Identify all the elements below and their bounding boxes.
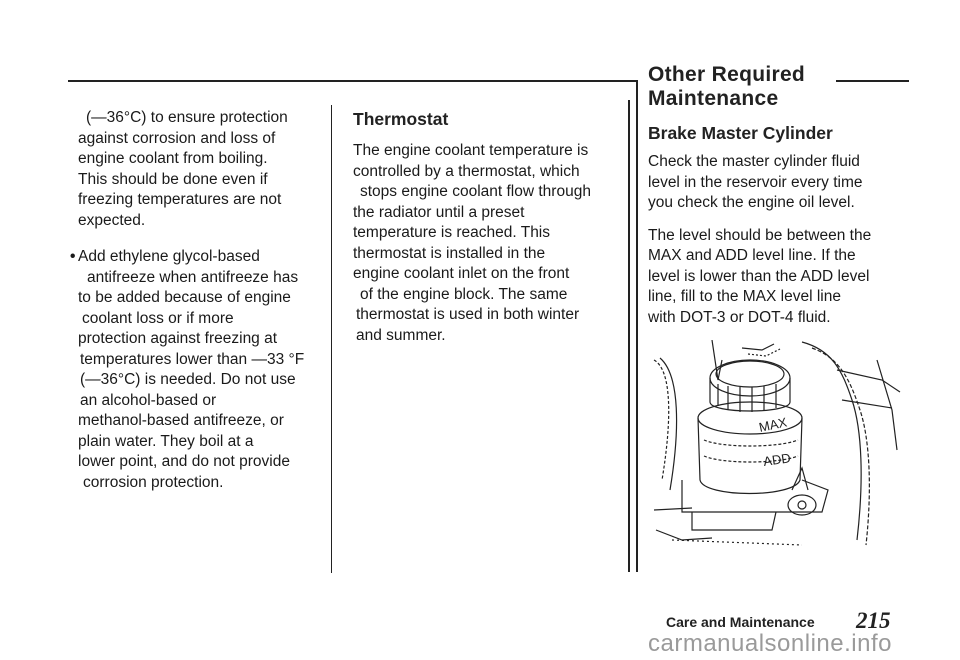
text-line: protection against freezing at (78, 330, 278, 347)
text-line: coolant loss or if more (82, 309, 234, 327)
bullet-glyph: • (70, 248, 76, 265)
column-divider-right-b (636, 80, 638, 572)
text-line: an alcohol-based or (80, 391, 217, 409)
text-line: MAX and ADD level line. If the (648, 247, 856, 264)
text-line: engine coolant from boiling. (78, 150, 268, 167)
section-title-line-2: Maintenance (648, 87, 779, 110)
text-line: with DOT-3 or DOT-4 fluid. (648, 308, 831, 326)
page-number: 215 (856, 608, 891, 633)
brake-reservoir-illustration (652, 340, 902, 555)
text-line: thermostat is installed in the (353, 244, 546, 262)
text-line: This should be done even if (78, 170, 268, 188)
text-line: methanol-based antifreeze, or (78, 412, 284, 429)
coolant-protection-paragraph (78, 108, 328, 231)
text-line: and summer. (356, 326, 446, 344)
text-line: thermostat is used in both winter (356, 306, 580, 323)
footer-section-label: Care and Maintenance (666, 614, 815, 630)
text-line: you check the engine oil level. (648, 194, 855, 211)
header-rule-left (68, 80, 637, 82)
text-line: freezing temperatures are not (78, 191, 282, 208)
header-rule-right (836, 80, 909, 82)
text-line: temperature is reached. This (353, 224, 551, 241)
text-line: temperatures lower than —33 °F (80, 350, 305, 368)
text-line: lower point, and do not provide (78, 453, 290, 470)
section-title-line-1: Other Required (648, 63, 806, 86)
check-fluid-paragraph (648, 152, 910, 214)
column-divider-right-a (628, 100, 630, 572)
text-line: The engine coolant temperature is (353, 142, 589, 159)
text-line: line, fill to the MAX level line (648, 288, 841, 305)
fluid-level-paragraph (648, 226, 910, 329)
text-line: against corrosion and loss of (78, 129, 276, 147)
text-line: stops engine coolant flow through (360, 183, 591, 200)
add-level-label: ADD (762, 450, 792, 469)
text-line: level is lower than the ADD level (648, 267, 870, 285)
middle-column (353, 108, 615, 346)
text-line: controlled by a thermostat, which (353, 162, 580, 180)
brake-master-cylinder-heading: Brake Master Cylinder (648, 123, 833, 143)
text-line: to be added because of engine (78, 289, 291, 306)
thermostat-paragraph (353, 141, 615, 346)
thermostat-heading: Thermostat (353, 109, 449, 129)
text-line: corrosion protection. (83, 473, 224, 491)
text-line: of the engine block. The same (360, 285, 568, 303)
column-divider-left (331, 105, 332, 573)
watermark: carmanualsonline.info (648, 630, 892, 657)
text-line: Add ethylene glycol-based (78, 248, 260, 265)
text-line: the radiator until a preset (353, 203, 525, 221)
text-line: Check the master cylinder fluid (648, 153, 860, 170)
section-title (648, 63, 805, 111)
antifreeze-bullet (70, 247, 328, 493)
text-line: engine coolant inlet on the front (353, 265, 570, 282)
right-column (648, 122, 910, 328)
text-line: antifreeze when antifreeze has (87, 268, 299, 286)
text-line: level in the reservoir every time (648, 173, 863, 191)
text-line: expected. (78, 211, 146, 229)
text-line: (—36°C) is needed. Do not use (80, 371, 296, 388)
text-line: plain water. They boil at a (78, 432, 254, 450)
text-line: (—36°C) to ensure protection (86, 109, 288, 126)
text-line: The level should be between the (648, 226, 872, 244)
max-level-label: MAX (757, 414, 789, 435)
left-column (70, 108, 328, 493)
